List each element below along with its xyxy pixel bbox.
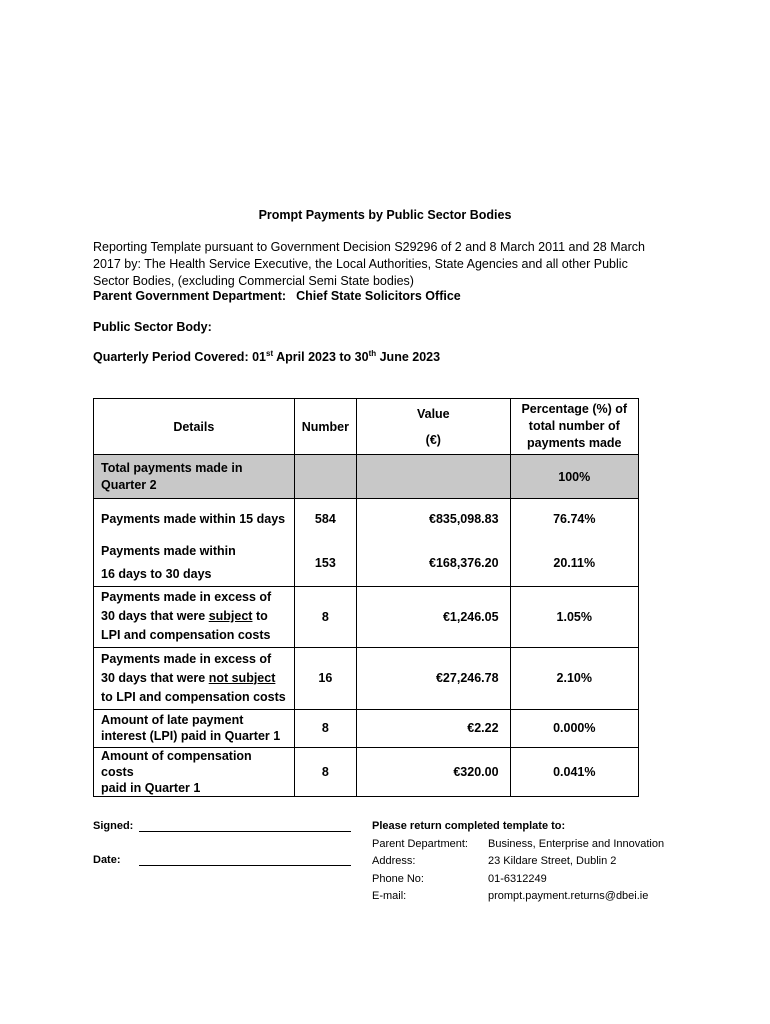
date-field (93, 854, 351, 866)
row-number: 8 (294, 747, 356, 796)
table-row (94, 540, 639, 587)
return-email-link[interactable]: prompt.payment.returns@dbei.ie (488, 890, 649, 902)
row-number: 584 (294, 499, 356, 540)
intro-line: Sector Bodies, (excluding Commercial Semi State bodies) (93, 274, 414, 288)
row-number: 153 (294, 540, 356, 587)
row-value: €320.00 (357, 747, 510, 796)
public-sector-body-label: Public Sector Body: (93, 320, 212, 334)
intro-line: 2017 by: The Health Service Executive, the Local Authorities, State Agencies and all other Public (93, 257, 628, 271)
row-percentage: 0.041% (510, 747, 638, 796)
table-row (94, 586, 639, 647)
signed-field (93, 820, 351, 832)
signature-line[interactable] (139, 821, 351, 832)
row-value: €168,376.20 (357, 540, 510, 587)
intro-line: Reporting Template pursuant to Government Decision S29296 of 2 and 8 March 2011 and 28 March (93, 240, 645, 254)
date-line[interactable] (139, 855, 351, 866)
document-title: Prompt Payments by Public Sector Bodies (258, 208, 512, 222)
intro-paragraph (93, 239, 683, 290)
quarterly-period: Quarterly Period Covered: 01st April 2023 to 30th June 2023 (93, 348, 441, 364)
signed-label: Signed: (93, 820, 134, 832)
row-label: Payments made within 16 days to 30 days (94, 540, 295, 587)
return-heading: Please return completed template to: (372, 820, 566, 832)
header-number: Number (294, 399, 356, 455)
table-row-total (94, 455, 639, 499)
row-label: Payments made in excess of 30 days that were subject to LPI and compensation costs (94, 586, 295, 647)
row-number: 8 (294, 586, 356, 647)
row-number: 16 (294, 647, 356, 709)
return-details: Please return completed template to: Parent Department: Business, Enterprise and Innovation Address: 23 Kildare Street, Dublin 2 Phone No: 01-6312249 E-mail: prompt.payment.returns@dbei.ie (372, 820, 665, 902)
table-row (94, 709, 639, 747)
table-header-row (94, 399, 639, 455)
row-value (357, 455, 510, 499)
row-percentage: 20.11% (510, 540, 638, 587)
table-row (94, 499, 639, 540)
parent-department-value: Chief State Solicitors Office (296, 289, 461, 303)
row-percentage: 100% (510, 455, 638, 499)
row-percentage: 2.10% (510, 647, 638, 709)
header-percentage: Percentage (%) of total number of payments made (510, 399, 638, 455)
row-percentage: 76.74% (510, 499, 638, 540)
date-label: Date: (93, 854, 121, 866)
row-number (294, 455, 356, 499)
row-percentage: 0.000% (510, 709, 638, 747)
header-value: Value (€) (357, 399, 510, 455)
row-label: Total payments made in Quarter 2 (94, 455, 295, 499)
row-label: Amount of late payment interest (LPI) paid in Quarter 1 (94, 709, 295, 747)
payments-table (93, 398, 639, 797)
row-number: 8 (294, 709, 356, 747)
row-label: Payments made in excess of 30 days that were not subject to LPI and compensation costs (94, 647, 295, 709)
row-percentage: 1.05% (510, 586, 638, 647)
row-value: €2.22 (357, 709, 510, 747)
parent-department-label: Parent Government Department: (93, 289, 287, 303)
parent-department (93, 289, 461, 303)
table-row (94, 747, 639, 796)
row-label: Amount of compensation costs paid in Quarter 1 (94, 747, 295, 796)
header-details: Details (94, 399, 295, 455)
row-label: Payments made within 15 days (94, 499, 295, 540)
table-row (94, 647, 639, 709)
row-value: €1,246.05 (357, 586, 510, 647)
row-value: €835,098.83 (357, 499, 510, 540)
row-value: €27,246.78 (357, 647, 510, 709)
